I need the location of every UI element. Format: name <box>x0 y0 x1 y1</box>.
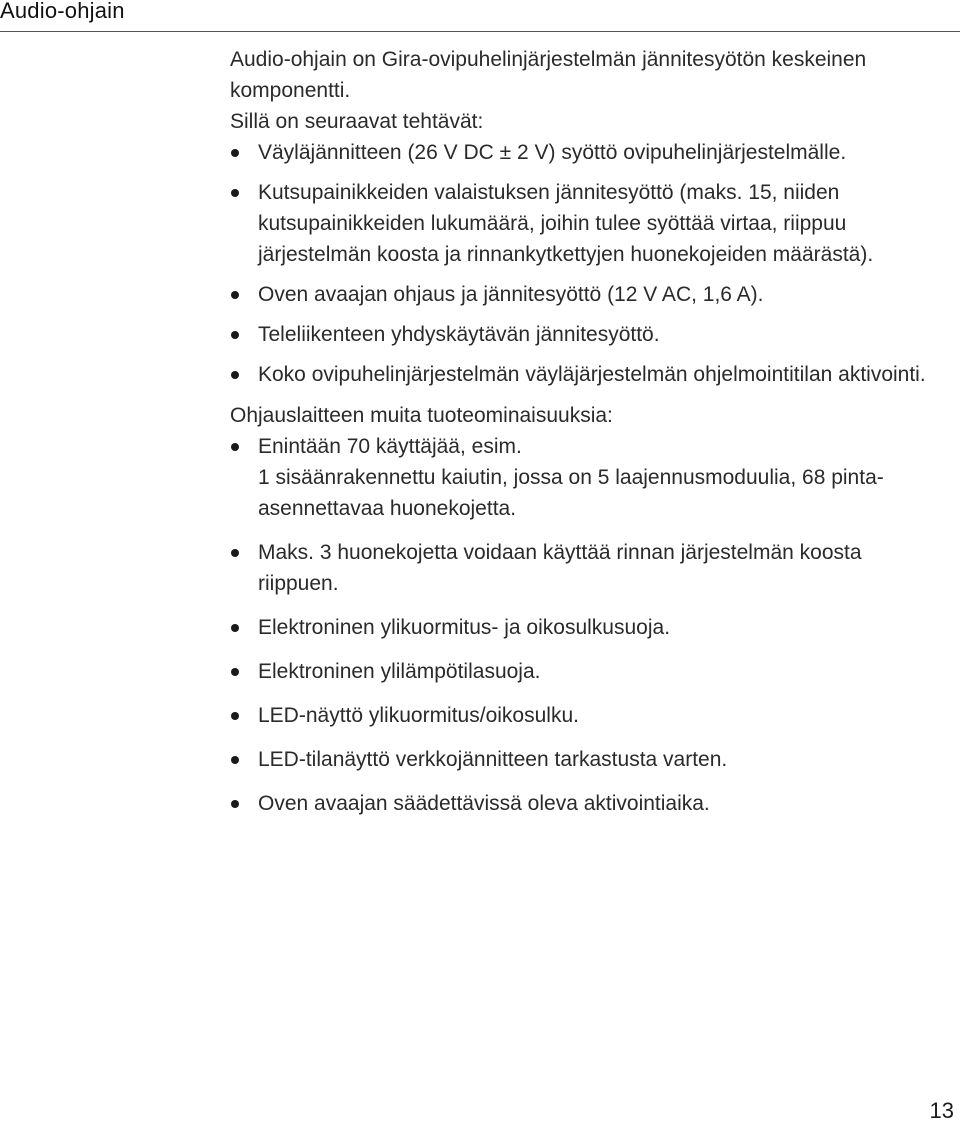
bullet-icon <box>231 712 239 720</box>
task-text: Oven avaajan ohjaus ja jännitesyöttö (12 V AC, 1,6 A). <box>258 283 764 306</box>
bullet-icon <box>231 291 239 299</box>
bullet-icon <box>231 189 239 197</box>
page-number: 13 <box>929 1098 954 1123</box>
intro-line-1: Audio-ohjain on Gira-ovipuhelinjärjestelmän jännitesyötön keskeinen komponentti. <box>230 48 867 102</box>
features-heading: Ohjauslaitteen muita tuoteominaisuuksia: <box>230 404 613 427</box>
list-item <box>230 656 930 687</box>
list-item <box>230 279 930 310</box>
intro-line-2: Sillä on seuraavat tehtävät: <box>230 110 484 133</box>
task-text: Teleliikenteen yhdyskäytävän jännitesyöttö. <box>258 323 660 346</box>
feature-text: Elektroninen ylilämpötilasuoja. <box>258 660 541 683</box>
bullet-icon <box>231 800 239 808</box>
list-item <box>230 359 930 390</box>
list-item <box>230 177 930 270</box>
list-item <box>230 700 930 731</box>
list-item <box>230 431 930 524</box>
bullet-icon <box>231 149 239 157</box>
bullet-icon <box>231 756 239 764</box>
list-item <box>230 744 930 775</box>
task-text: Kutsupainikkeiden valaistuksen jännitesyöttö (maks. 15, niiden kutsupainikkeiden lukumäärä, joihin tulee syöttää virtaa, riippuu järjestelmän koosta ja rinnankytkettyjen huonekojeiden määrästä). <box>258 181 874 266</box>
document-body <box>230 44 930 819</box>
title-divider <box>0 31 960 32</box>
bullet-icon <box>231 371 239 379</box>
feature-text: Elektroninen ylikuormitus- ja oikosulkusuoja. <box>258 616 671 639</box>
bullet-icon <box>231 549 239 557</box>
list-item <box>230 788 930 819</box>
bullet-icon <box>231 624 239 632</box>
feature-text-line-1: Enintään 70 käyttäjää, esim. <box>258 435 522 458</box>
list-item <box>230 137 930 168</box>
intro-paragraph <box>230 44 930 137</box>
list-item <box>230 612 930 643</box>
section-title: Audio-ohjain <box>0 0 125 23</box>
feature-text: Oven avaajan säädettävissä oleva aktivointiaika. <box>258 792 710 815</box>
feature-text: LED-tilanäyttö verkkojännitteen tarkastusta varten. <box>258 748 728 771</box>
task-text: Koko ovipuhelinjärjestelmän väyläjärjestelmän ohjelmointitilan aktivointi. <box>258 363 926 386</box>
feature-text-line-2: 1 sisäänrakennettu kaiutin, jossa on 5 laajennusmoduulia, 68 pinta-asennettavaa huonekojetta. <box>258 466 884 520</box>
bullet-icon <box>231 331 239 339</box>
task-text: Väyläjännitteen (26 V DC ± 2 V) syöttö ovipuhelinjärjestelmälle. <box>258 141 847 164</box>
task-list <box>230 137 930 390</box>
bullet-icon <box>231 668 239 676</box>
bullet-icon <box>231 443 239 451</box>
list-item <box>230 537 930 599</box>
features-list <box>230 431 930 819</box>
list-item <box>230 319 930 350</box>
feature-text: Maks. 3 huonekojetta voidaan käyttää rinnan järjestelmän koosta riippuen. <box>258 541 862 595</box>
feature-text: LED-näyttö ylikuormitus/oikosulku. <box>258 704 579 727</box>
